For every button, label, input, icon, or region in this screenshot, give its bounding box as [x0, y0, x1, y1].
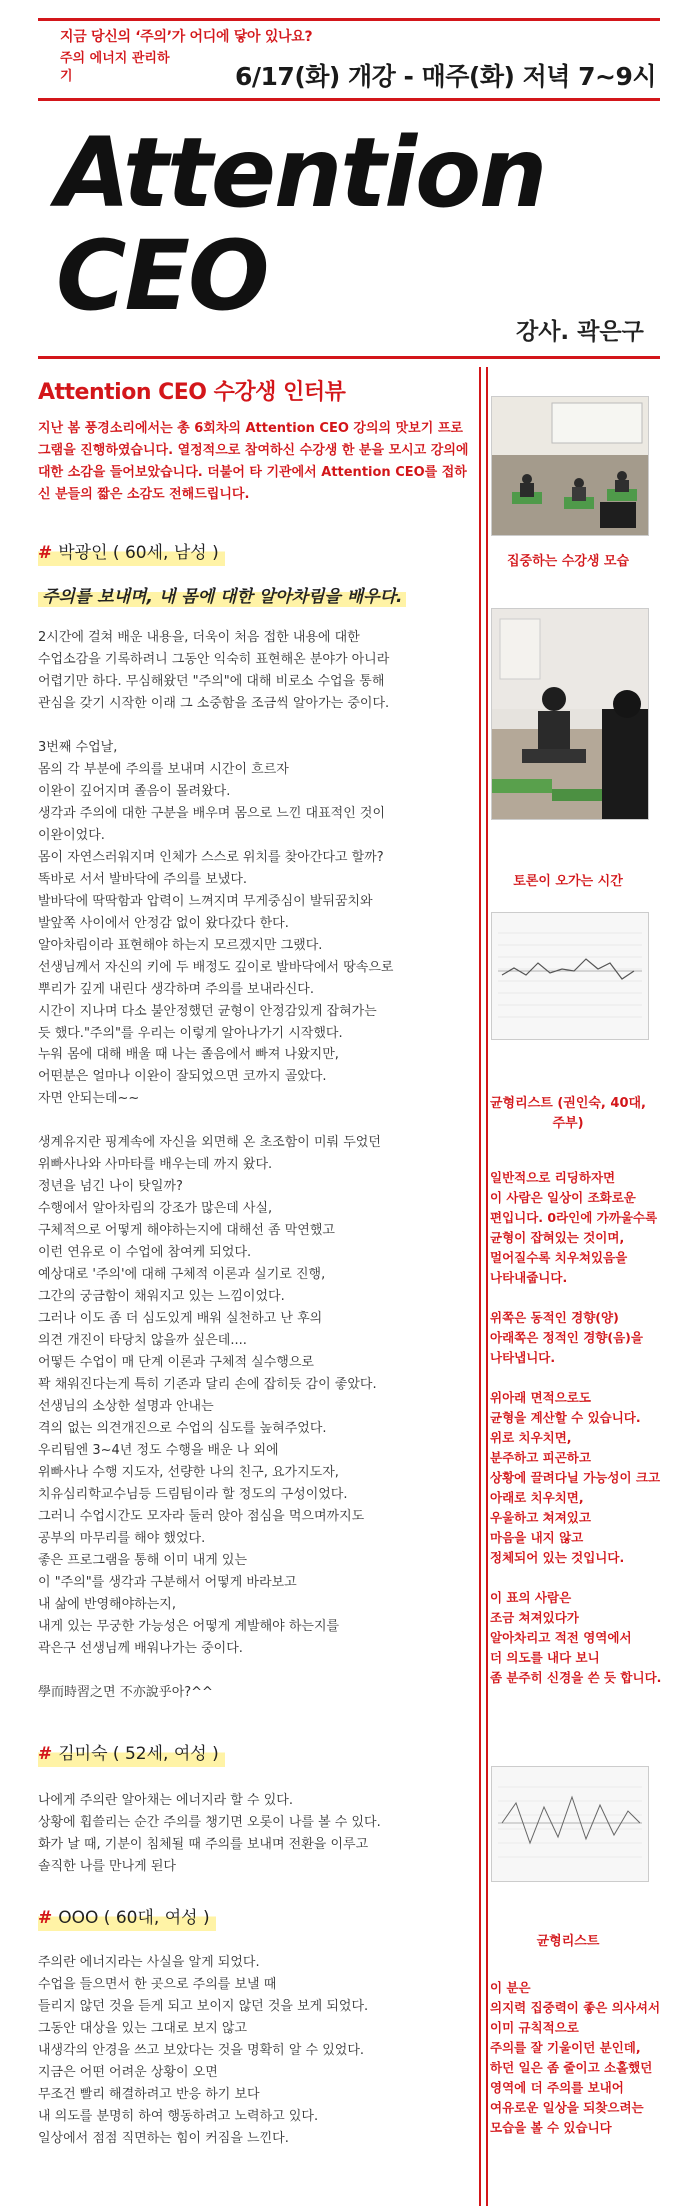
- header-divider: [38, 98, 660, 101]
- person-3-para: 주의란 에너지라는 사실을 알게 되었다. 수업을 들으면서 한 곳으로 주의를 보낼 때 들리지 않던 것을 듣게 되고 보이지 않던 것을 보게 되었다. 그동안 대상을 있는 그대로 보지 않고 내생각의 안경을 쓰고 보았다는 것을 명확히 알 수 있었다. 지금은 어떤 어려운 상황이 오면 무조건 빨리 해결하려고 반응 하기 보다 내 의도를 분명히 하여 행동하려고 노력하고 있다. 일상에서 점점 직면하는 힘이 커짐을 느낀다.: [38, 1955, 369, 2146]
- column-divider-left: [479, 367, 481, 2206]
- hash-mark: #: [38, 1744, 53, 1764]
- balance-chart-1: [491, 912, 649, 1040]
- class-photo-1: [491, 396, 649, 536]
- column-divider-right: [486, 367, 488, 2206]
- person-1-para-5: 좋은 프로그램을 통해 이미 내게 있는 이 "주의"를 생각과 구분해서 어떻게 바라보고 내 삶에 반영해야하는지, 내게 있는 무궁한 가능성은 어떻게 계발해야 하는지를 곽은구 선생님께 배워나가는 중이다.: [38, 1553, 340, 1656]
- chart-caption-2: 균형리스트: [536, 1934, 600, 1949]
- title-line1: Attention: [56, 117, 546, 229]
- hash-mark: #: [38, 543, 53, 563]
- interview-heading: Attention CEO 수강생 인터뷰: [38, 380, 346, 405]
- title-line2: CEO: [56, 220, 268, 332]
- person-1-para-6: 學而時習之면 不亦說乎아?^^: [38, 1685, 213, 1700]
- person-1-quote: 주의를 보내며, 내 몸에 대한 알아차림을 배우다.: [38, 582, 406, 607]
- person-name-label: OOO ( 60대, 여성 ): [58, 1908, 210, 1928]
- balance-chart-2: [491, 1766, 649, 1882]
- top-divider: [38, 18, 660, 21]
- person-1-para-4: 생계유지란 핑계속에 자신을 외면해 온 초조함이 미뤄 두었던 위빠사나와 사마타를 배우는데 까지 왔다. 정년을 넘긴 나이 탓일까? 수행에서 알아차림의 강조가 많은데 사실, 구체적으로 어떻게 해야하는지에 대해선 좀 막연했고 이런 연유로 이 수업에 참여케 되었다. 예상대로 '주의'에 대해 구체적 이론과 실기로 진행, 그간의 궁금함이 채워지고 있는 느낌이었다. 그러나 이도 좀 더 심도있게 배워 실천하고 난 후의 의견 개진이 타당치 않을까 싶은데.... 어떻든 수업이 매 단계 이론과 구체적 실수행으로 꽉 채워진다는게 특히 기존과 달리 손에 잡히듯 감이 좋았다. 선생님의 소상한 설명과 안내는 격의 없는 의견개진으로 수업의 심도를 높혀주었다. 우리팀엔 3~4년 정도 수행을 배운 나 외에 위빠사나 수행 지도자, 선량한 나의 친구, 요가지도자, 치유심리학교수님등 드림팀이라 할 정도의 구성이었다. 그러니 수업시간도 모자라 둘러 앉아 점심을 먹으며까지도 공부의 마무리를 해야 했었다.: [38, 1135, 381, 1546]
- person-2-para: 나에게 주의란 알아채는 에너지라 할 수 있다. 상황에 휩쓸리는 순간 주의를 챙기면 오롯이 나를 볼 수 있다. 화가 날 때, 기분이 침체될 때 주의를 보내며 전환을 이루고 솔직한 나를 만나게 된다: [38, 1793, 381, 1874]
- chart-description-2: 이 분은 의지력 집중력이 좋은 의사셔서 이미 규칙적으로 주의를 잘 기울이던 분인데, 하던 일은 좀 줄이고 소홀했던 영역에 더 주의를 보내어 여유로운 일상을 되찾으려는 모습을 볼 수 있습니다: [490, 1980, 661, 2135]
- hash-mark: #: [38, 1908, 53, 1928]
- person-1-para-1: 2시간에 걸쳐 배운 내용을, 더욱이 처음 접한 내용에 대한 수업소감을 기록하려니 그동안 익숙히 표현해온 분야가 아니라 어렵기만 하다. 무심해왔던 "주의"에 대해 비로소 수업을 통해 관심을 갖기 시작한 이래 그 소중함을 조금씩 알아가는 중이다.: [38, 630, 390, 711]
- person-1-name: [38, 540, 225, 566]
- title-divider: [38, 356, 660, 359]
- person-1-para-2: 3번째 수업날, 몸의 각 부분에 주의를 보내며 시간이 흐르자 이완이 깊어지며 졸음이 몰려왔다. 생각과 주의에 대한 구분을 배우며 몸으로 느낀 대표적인 것이 이완이었다. 몸이 자연스러워지며 인체가 스스로 위치를 찾아간다고 할까? 똑바로 서서 발바닥에 주의를 보냈다. 발바닥에 딱딱함과 압력이 느껴지며 무게중심이 발뒤꿈치와 발앞쪽 사이에서 안정감 없이 왔다갔다 한다. 알아차림이라 표현해야 하는지 모르겠지만 그랬다. 선생님께서 자신의 키에 두 배정도 깊이로 발바닥에서 땅속으로 뿌리가 깊게 내린다 생각하며 주의를 보내라신다. 시간이 지나며 다소 불안정했던 균형이 안정감있게 잡혀가는 듯 했다."주의"를 우리는 이렇게 알아나가기 시작했다.: [38, 740, 394, 1041]
- person-3-name: [38, 1905, 216, 1931]
- chart-description-1: 일반적으로 리딩하자면 이 사람은 일상이 조화로운 편입니다. 0라인에 가까울수록 균형이 잡혀있는 것이며, 멀어질수록 치우쳐있음을 나타내줍니다. 위쪽은 동적인 경향(양) 아래쪽은 정적인 경향(음)을 나타냅니다. 위아래 면적으로도 균형을 계산할 수 있습니다. 위로 치우치면, 분주하고 피곤하고 상황에 끌려다닐 가능성이 크고 아래로 치우치면, 우울하고 쳐져있고 마음을 내지 않고 정체되어 있는 것입니다. 이 표의 사람은 조금 쳐져있다가 알아차리고 적전 영역에서 더 의도를 내다 보니 좀 분주히 신경을 쓴 듯 합니다.: [490, 1170, 662, 1685]
- chart-caption-1: 균형리스트 (권인숙, 40대, 주부): [490, 1096, 646, 1131]
- class-photo-2: [491, 608, 649, 820]
- intro-text: 지난 봄 풍경소리에서는 총 6회차의 Attention CEO 강의의 맛보기 프로그램을 진행하였습니다. 열정적으로 참여하신 수강생 한 분을 모시고 강의에 대한 소감을 들어보았습니다. 더불어 타 기관에서 Attention CEO를 접하신 분들의 짧은 소감도 전해드립니다.: [38, 421, 469, 502]
- person-2-name: [38, 1741, 225, 1767]
- schedule-text: 6/17(화) 개강 - 매주(화) 저녁 7~9시: [235, 62, 657, 91]
- photo-caption-1: 집중하는 수강생 모습: [506, 554, 630, 569]
- person-name-label: 김미숙 ( 52세, 여성 ): [58, 1744, 219, 1764]
- photo-caption-2: 토론이 오가는 시간: [513, 874, 623, 889]
- lecturer-name: 강사. 곽은구: [516, 319, 644, 345]
- header-subtitle: 주의 에너지 관리하기: [60, 51, 170, 84]
- person-1-para-3: 누워 몸에 대해 배울 때 나는 졸음에서 빠져 나왔지만, 어떤분은 얼마나 이완이 잘되었으면 코까지 골았다. 자면 안되는데~~: [38, 1047, 339, 1106]
- header-question: 지금 당신의 ‘주의’가 어디에 닿아 있나요?: [60, 29, 313, 45]
- person-name-label: 박광인 ( 60세, 남성 ): [58, 543, 219, 563]
